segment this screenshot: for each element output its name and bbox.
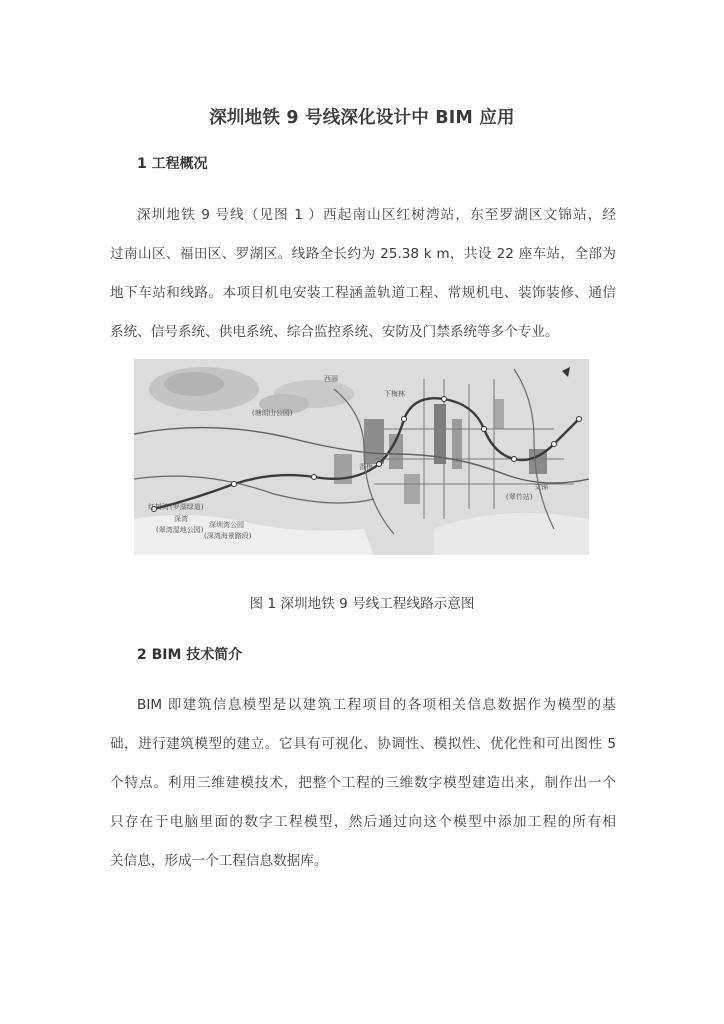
map-label: 深圳湾公园 bbox=[209, 521, 244, 529]
paragraph-line: 只存在于电脑里面的数字工程模型，然后通过向这个模型中添加工程的所有相 bbox=[110, 814, 616, 830]
section-1-heading: 1 工程概况 bbox=[137, 156, 208, 172]
map-label: (翠湾湿地公园) bbox=[156, 526, 204, 534]
section-2-paragraph bbox=[110, 695, 616, 890]
paragraph-line: 系统、信号系统、供电系统、综合监控系统、安防及门禁系统等多个专业。 bbox=[110, 324, 559, 340]
map-label: (罗湖绿道) bbox=[170, 503, 204, 511]
section-2-heading: 2 BIM 技术简介 bbox=[137, 647, 243, 663]
paragraph-line: 深圳地铁 9 号线（见图 1 ）西起南山区红树湾站，东至罗湖区文锦站，经 bbox=[137, 207, 616, 223]
document-title: 深圳地铁 9 号线深化设计中 BIM 应用 bbox=[209, 108, 515, 128]
section-1-paragraph bbox=[110, 205, 616, 361]
figure-1-caption: 图 1 深圳地铁 9 号线工程线路示意图 bbox=[249, 596, 475, 612]
paragraph-line: 个特点。利用三维建模技术，把整个工程的三维数字模型建造出来，制作出一个 bbox=[110, 775, 616, 791]
paragraph-line: 关信息，形成一个工程信息数据库。 bbox=[110, 853, 328, 869]
paragraph-line: 础，进行建筑模型的建立。它具有可视化、协调性、模拟性、优化性和可出图性 5 bbox=[110, 736, 616, 752]
metro-line-map-figure bbox=[134, 359, 589, 555]
map-label: (深湾海景路段) bbox=[204, 532, 252, 540]
map-label: (塘朗山公园) bbox=[252, 409, 293, 417]
map-label: 文锦 bbox=[534, 483, 548, 491]
map-label: 香梅 bbox=[359, 463, 373, 471]
map-label: 深湾 bbox=[174, 515, 188, 523]
map-label: 西丽 bbox=[324, 375, 338, 383]
paragraph-line: BIM 即建筑信息模型是以建筑工程项目的各项相关信息数据作为模型的基 bbox=[137, 697, 616, 713]
map-label: (翠竹站) bbox=[506, 493, 533, 501]
paragraph-line: 过南山区、福田区、罗湖区。线路全长约为 25.38 k m，共设 22 座车站，全部为 bbox=[110, 246, 616, 262]
metro-line-map bbox=[134, 359, 589, 555]
map-label: 下梅林 bbox=[384, 390, 405, 398]
paragraph-line: 地下车站和线路。本项目机电安装工程涵盖轨道工程、常规机电、装饰装修、通信 bbox=[110, 285, 616, 301]
map-label: 红树湾 bbox=[148, 503, 169, 511]
